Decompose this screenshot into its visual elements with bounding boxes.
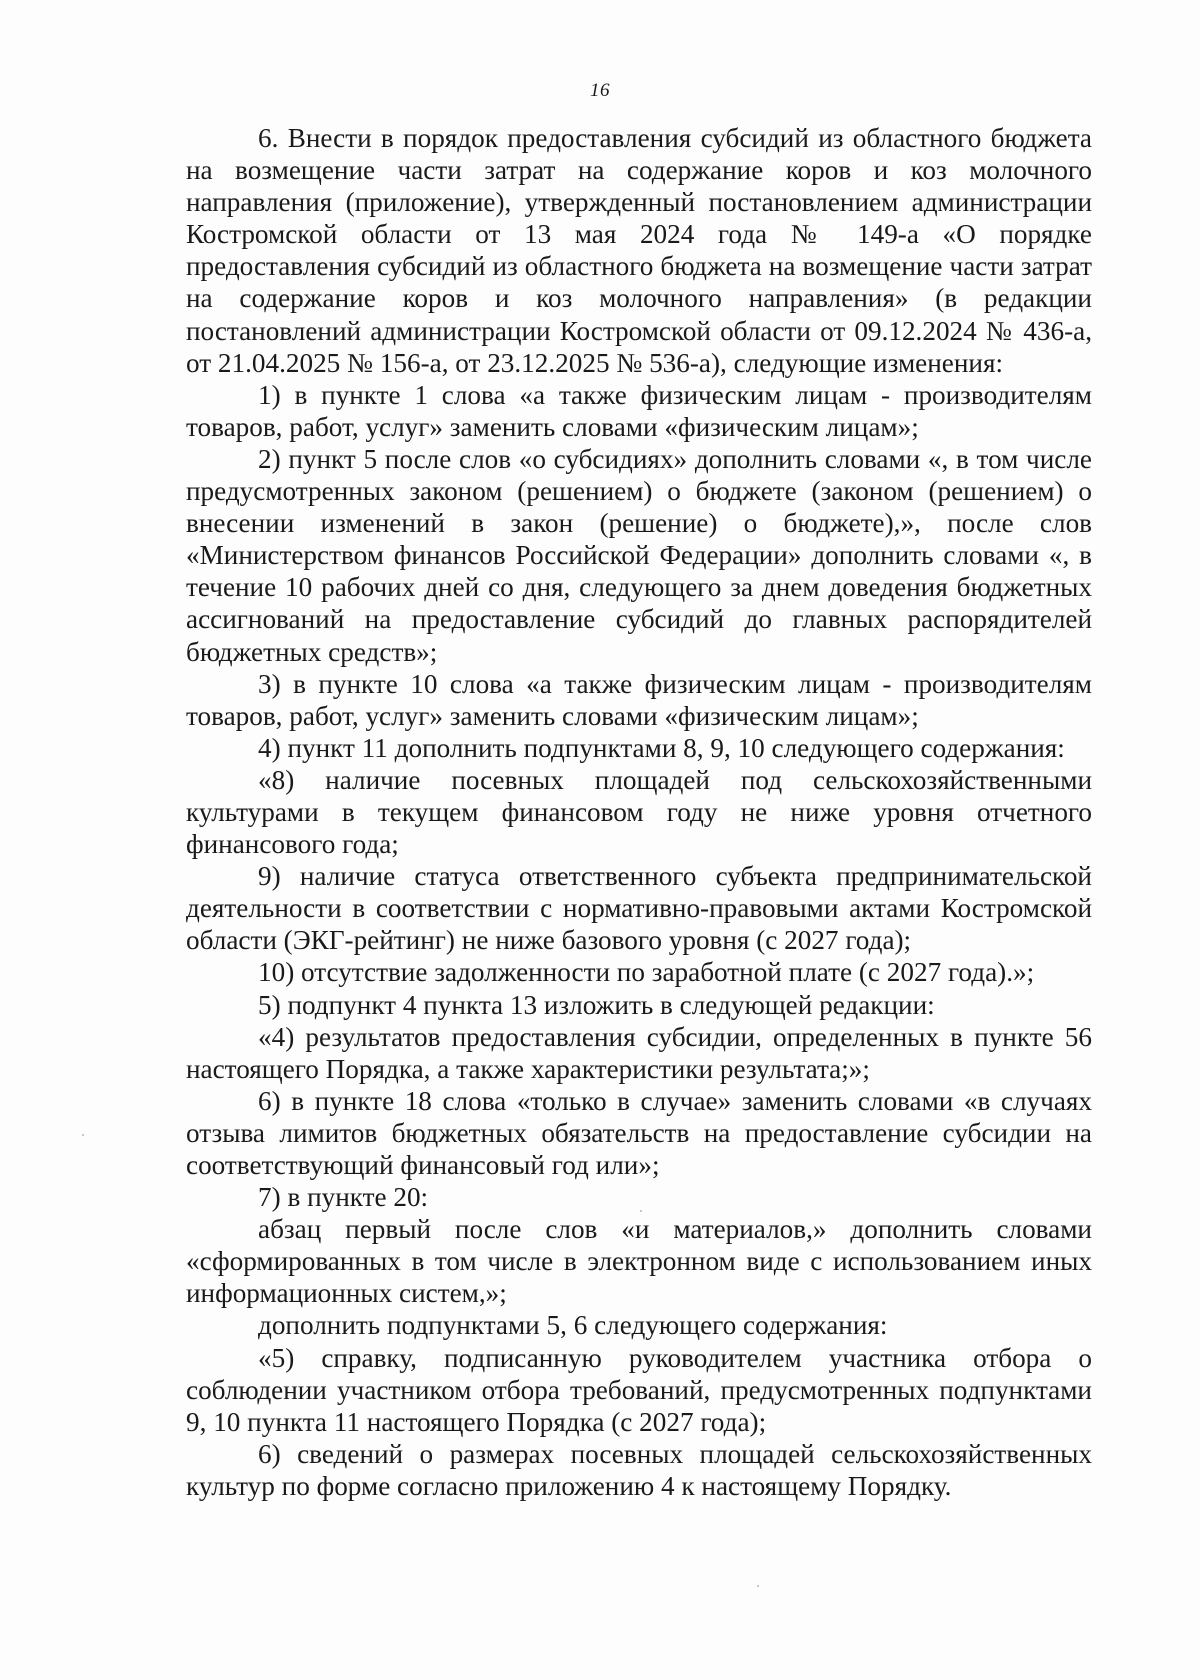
paragraph-subitem-8: «8) наличие посевных площадей под сельскохозяйственными культурами в текущем финансовом году не ниже уровня отчетного финансового года; — [186, 764, 1092, 860]
paragraph-add-subitems: дополнить подпунктами 5, 6 следующего содержания: — [258, 1310, 888, 1341]
paragraph-item-6: 6) в пункте 18 слова «только в случае» заменить словами «в случаях отзыва лимитов бюджетных обязательств на предоставление субсидии на соответствующий финансовый год или»; — [186, 1085, 1092, 1180]
paragraph-item-5: 5) подпункт 4 пункта 13 изложить в следующей редакции: — [258, 989, 935, 1020]
document-body — [186, 122, 1092, 1502]
scan-speck — [640, 1210, 642, 1212]
paragraph-first-abzac: абзац первый после слов «и материалов,» дополнить словами «сформированных в том числе в электронном виде с использованием иных информационных систем,»; — [186, 1214, 1092, 1309]
scan-speck — [757, 1585, 759, 1587]
paragraph-subitem-9: 9) наличие статуса ответственного субъекта предпринимательской деятельности в соответствии с нормативно-правовыми актами Костромской области (ЭКГ-рейтинг) не ниже базового уровня (с 2027 года); — [186, 861, 1092, 956]
scan-speck — [82, 1134, 84, 1136]
paragraph-subitem-6: 6) сведений о размерах посевных площадей сельскохозяйственных культур по форме согласно приложению 4 к настоящему Порядку. — [186, 1438, 1092, 1501]
paragraph-item-4: 4) пункт 11 дополнить подпунктами 8, 9, 10 следующего содержания: — [258, 732, 1065, 763]
paragraph-item-3: 3) в пункте 10 слова «а также физическим лицам - производителям товаров, работ, услуг» заменить словами «физическим лицам»; — [186, 668, 1092, 731]
paragraph-item-7: 7) в пункте 20: — [258, 1182, 429, 1213]
paragraph-subitem-4-text: «4) результатов предоставления субсидии, определенных в пункте 56 настоящего Порядка, а также характеристики результата;»; — [186, 1021, 1092, 1084]
paragraph-subitem-5: «5) справку, подписанную руководителем участника отбора о соблюдении участником отбора требований, предусмотренных подпунктами 9, 10 пункта 11 настоящего Порядка (с 2027 года); — [186, 1342, 1092, 1437]
paragraph-amendment-intro: 6. Внести в порядок предоставления субсидий из областного бюджета на возмещение части затрат на содержание коров и коз молочного направления (приложение), утвержденный постановлением администрации Костромской области от 13 мая 2024 года № 149-а «О порядке предоставления субсидий из областного бюджета на возмещение части затрат на содержание коров и коз молочного направления» (в редакции постановлений администрации Костромской области от 09.12.2024 № 436-а, от 21.04.2025 № 156-а, от 23.12.2025 № 536-а), следующие изменения: — [186, 123, 1092, 378]
paragraph-subitem-10: 10) отсутствие задолженности по заработной плате (с 2027 года).»; — [258, 957, 1035, 988]
paragraph-item-1: 1) в пункте 1 слова «а также физическим лицам - производителям товаров, работ, услуг» заменить словами «физическим лицам»; — [186, 379, 1092, 442]
page-number: 16 — [590, 80, 610, 101]
paragraph-item-2: 2) пункт 5 после слов «о субсидиях» дополнить словами «, в том числе предусмотренных законом (решением) о бюджете (законом (решением) о внесении изменений в закон (решение) о бюджете),», после слов «Министерством финансов Российской Федерации» дополнить словами «, в течение 10 рабочих дней со дня, следующего за днем доведения бюджетных ассигнований на предоставление субсидий до главных распорядителей бюджетных средств»; — [186, 443, 1092, 667]
